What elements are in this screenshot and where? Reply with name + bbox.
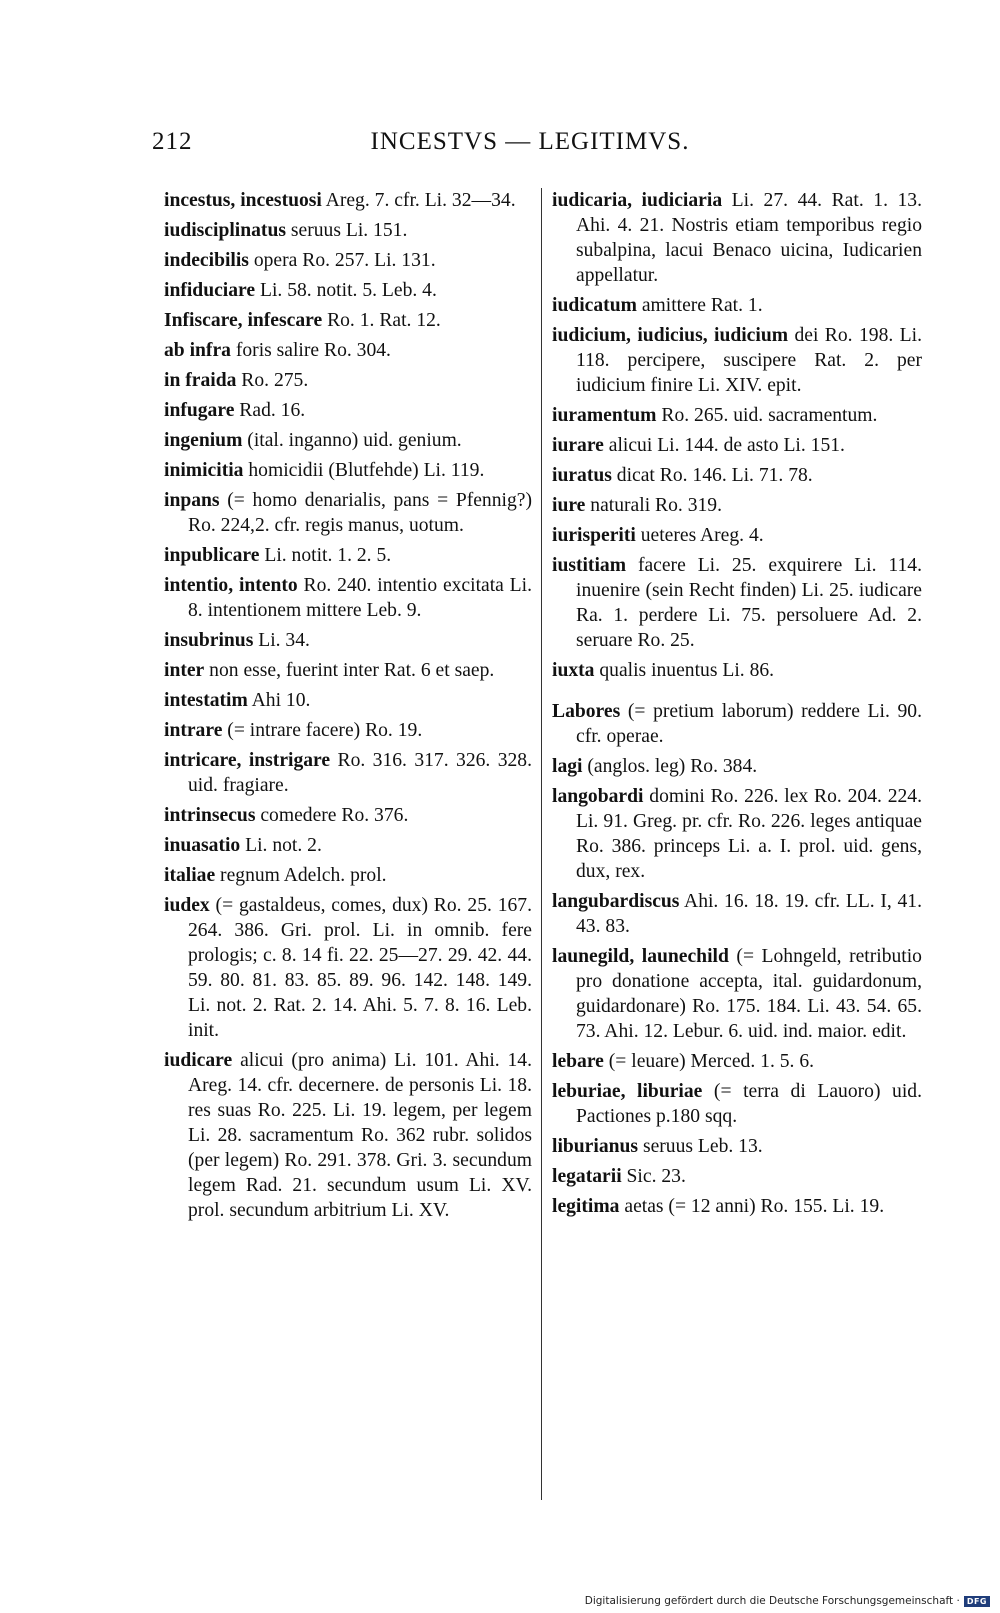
entry-text: Rad. 16. <box>234 400 306 421</box>
dictionary-entry <box>164 803 532 828</box>
entry-text: facere Li. 25. exquirere Li. 114. inuenire (sein Recht finden) Li. 25. iudicare Ra. 1. perdere Li. 75. persoluere Ad. 2. seruare Ro. 25. <box>576 555 922 651</box>
dictionary-entry <box>552 658 922 683</box>
dictionary-entry <box>552 433 922 458</box>
right-column <box>552 188 922 1224</box>
dictionary-entry <box>552 523 922 548</box>
dictionary-entry <box>164 308 532 333</box>
entry-headword: ingenium <box>164 430 243 451</box>
entry-text: (= pretium laborum) reddere Li. 90. cfr. operae. <box>576 701 922 747</box>
dictionary-entry <box>164 458 532 483</box>
entry-text: seruus Li. 151. <box>285 220 408 241</box>
dictionary-entry <box>164 218 532 243</box>
dictionary-entry <box>552 889 922 939</box>
dictionary-entry <box>164 398 532 423</box>
entry-headword: intestatim <box>164 690 248 711</box>
footer-credit: Digitalisierung gefördert durch die Deutsche Forschungsgemeinschaft · <box>584 1595 960 1607</box>
entry-headword: iudex <box>164 895 210 916</box>
entry-text: homicidii (Blutfehde) Li. 119. <box>243 460 485 481</box>
dictionary-entry <box>552 1049 922 1074</box>
dictionary-entry <box>552 553 922 653</box>
dictionary-entry <box>164 1048 532 1223</box>
entry-headword: italiae <box>164 865 216 886</box>
dictionary-entry <box>552 1079 922 1129</box>
entry-text: Ro. 275. <box>236 370 309 391</box>
entry-headword: inter <box>164 660 205 681</box>
dictionary-entry <box>552 188 922 288</box>
entry-headword: lebare <box>552 1051 604 1072</box>
dictionary-entry <box>552 463 922 488</box>
dictionary-entry <box>164 628 532 653</box>
entry-headword: iudicium, iudicius, iudicium <box>552 325 789 346</box>
dictionary-entry <box>552 493 922 518</box>
entry-text: Ahi 10. <box>247 690 311 711</box>
dictionary-entry <box>552 699 922 749</box>
page-header <box>0 128 1000 168</box>
entry-headword: iuxta <box>552 660 595 681</box>
entry-headword: iudicaria, iudiciaria <box>552 190 723 211</box>
entry-headword: iurisperiti <box>552 525 636 546</box>
entry-headword: in fraida <box>164 370 237 391</box>
entry-text: (ital. inganno) uid. genium. <box>242 430 462 451</box>
entry-headword: incestus, incestuosi <box>164 190 322 211</box>
dictionary-entry <box>552 293 922 318</box>
entry-text: alicui Li. 144. de asto Li. 151. <box>603 435 845 456</box>
entry-headword: inpublicare <box>164 545 260 566</box>
entry-headword: inuasatio <box>164 835 241 856</box>
dictionary-entry <box>164 893 532 1043</box>
entry-text: (= homo denarialis, pans = Pfennig?) Ro. 224,2. cfr. regis manus, uotum. <box>188 490 532 536</box>
entry-text: Li. not. 2. <box>240 835 322 856</box>
entry-headword: langobardi <box>552 786 644 807</box>
dictionary-entry <box>552 754 922 779</box>
entry-text: Li. 34. <box>253 630 310 651</box>
entry-headword: iurare <box>552 435 604 456</box>
entry-headword: iudicare <box>164 1050 233 1071</box>
entry-headword: Labores <box>552 701 621 722</box>
dictionary-entry <box>164 573 532 623</box>
entry-text: (= terra di Lauoro) uid. Pactiones p.180 sqq. <box>576 1081 922 1127</box>
entry-headword: legatarii <box>552 1166 622 1187</box>
entry-headword: liburianus <box>552 1136 639 1157</box>
entry-text: dicat Ro. 146. Li. 71. 78. <box>611 465 813 486</box>
entry-text: Ro. 316. 317. 326. 328. uid. fragiare. <box>188 750 532 796</box>
entry-text: (= Lohngeld, retributio pro donatione accepta, ital. guidardonum, guidardonare) Ro. 175. 184. Li. 43. 54. 65. 73. Ahi. 12. Lebur. 6. uid. ind. maior. edit. <box>576 946 922 1042</box>
dictionary-entry <box>164 278 532 303</box>
entry-text: Li. 58. notit. 5. Leb. 4. <box>255 280 437 301</box>
entry-headword: ab infra <box>164 340 231 361</box>
dfg-logo: DFG <box>964 1596 990 1607</box>
dictionary-entry <box>164 718 532 743</box>
entry-text: Areg. 7. cfr. Li. 32—34. <box>321 190 516 211</box>
entry-headword: iustitiam <box>552 555 627 576</box>
dictionary-entry <box>552 1164 922 1189</box>
entry-headword: langubardiscus <box>552 891 680 912</box>
entry-text: qualis inuentus Li. 86. <box>594 660 775 681</box>
entry-headword: iuramentum <box>552 405 657 426</box>
entry-text: (anglos. leg) Ro. 384. <box>582 756 758 777</box>
entry-headword: insubrinus <box>164 630 254 651</box>
entry-headword: iure <box>552 495 586 516</box>
entry-text: Li. 27. 44. Rat. 1. 13. Ahi. 4. 21. Nostris etiam temporibus regio subalpina, lacui Benaco uicina, Iudicarien appellatur. <box>576 190 923 286</box>
dictionary-entry <box>164 863 532 888</box>
entry-headword: iudisciplinatus <box>164 220 286 241</box>
dictionary-entry <box>164 748 532 798</box>
dictionary-entry <box>552 944 922 1044</box>
dictionary-entry <box>164 428 532 453</box>
entry-headword: intentio, intento <box>164 575 298 596</box>
dictionary-entry <box>552 323 922 398</box>
dictionary-entry <box>552 1134 922 1159</box>
entry-headword: launegild, launechild <box>552 946 729 967</box>
entry-headword: inimicitia <box>164 460 244 481</box>
dictionary-entry <box>164 368 532 393</box>
running-title: INCESTVS — LEGITIMVS. <box>370 128 690 155</box>
entry-text: naturali Ro. 319. <box>585 495 722 516</box>
entry-text: domini Ro. 226. lex Ro. 204. 224. Li. 91. Greg. pr. cfr. Ro. 226. leges antiquae Ro. 386. princeps Li. a. I. prol. uid. gens, dux, rex. <box>576 786 922 882</box>
dictionary-entry <box>164 658 532 683</box>
entry-text: aetas (= 12 anni) Ro. 155. Li. 19. <box>619 1196 885 1217</box>
entry-text: foris salire Ro. 304. <box>230 340 391 361</box>
entry-headword: iudicatum <box>552 295 637 316</box>
entry-text: (= leuare) Merced. 1. 5. 6. <box>603 1051 815 1072</box>
entry-text: Ro. 240. intentio excitata Li. 8. intentionem mittere Leb. 9. <box>188 575 532 621</box>
entry-headword: leburiae, liburiae <box>552 1081 703 1102</box>
entry-text: alicui (pro anima) Li. 101. Ahi. 14. Areg. 14. cfr. decernere. de personis Li. 18. res suas Ro. 225. Li. 19. legem, per legem Li. 28. sacramentum Ro. 362 rubr. solidos (per legem) Ro. 291. 378. Gri. 3. secundum legem Rad. 21. secundum usum Li. XV. prol. secundum arbitrium Li. XV. <box>188 1050 532 1221</box>
entry-text: Ro. 265. uid. sacramentum. <box>656 405 878 426</box>
left-column <box>164 188 532 1228</box>
entry-headword: infiduciare <box>164 280 256 301</box>
entry-headword: intrinsecus <box>164 805 256 826</box>
dictionary-entry <box>552 1194 922 1219</box>
entry-text: amittere Rat. 1. <box>636 295 763 316</box>
entry-headword: inpans <box>164 490 220 511</box>
dictionary-entry <box>164 543 532 568</box>
entry-text: Ahi. 16. 18. 19. cfr. LL. I, 41. 43. 83. <box>576 891 922 937</box>
entry-text: regnum Adelch. prol. <box>215 865 387 886</box>
entry-text: Li. notit. 1. 2. 5. <box>259 545 392 566</box>
footer <box>585 1595 990 1607</box>
dictionary-entry <box>164 833 532 858</box>
dictionary-entry <box>164 338 532 363</box>
entry-text: non esse, fuerint inter Rat. 6 et saep. <box>204 660 495 681</box>
dictionary-entry <box>164 248 532 273</box>
entry-text: (= intrare facere) Ro. 19. <box>222 720 423 741</box>
dictionary-entry <box>164 688 532 713</box>
dictionary-entry <box>164 488 532 538</box>
column-divider <box>541 188 542 1500</box>
entry-headword: legitima <box>552 1196 620 1217</box>
entry-text: Sic. 23. <box>621 1166 686 1187</box>
entry-text: comedere Ro. 376. <box>255 805 409 826</box>
entry-text: ueteres Areg. 4. <box>635 525 764 546</box>
entry-headword: iuratus <box>552 465 612 486</box>
entry-headword: intrare <box>164 720 223 741</box>
page-number: 212 <box>152 128 193 155</box>
entry-headword: Infiscare, infescare <box>164 310 323 331</box>
entry-text: (= gastaldeus, comes, dux) Ro. 25. 167. 264. 386. Gri. prol. Li. in omnib. fere prologis; c. 8. 14 fi. 22. 25—27. 29. 42. 44. 59. 80. 81. 83. 85. 89. 96. 142. 148. 149. Li. not. 2. Rat. 2. 14. Ahi. 5. 7. 8. 16. Leb. init. <box>188 895 532 1041</box>
dictionary-entry <box>552 784 922 884</box>
dictionary-entry <box>164 188 532 213</box>
entry-text: dei Ro. 198. Li. 118. percipere, suscipere Rat. 2. per iudicium finire Li. XIV. epit. <box>576 325 922 396</box>
entry-text: seruus Leb. 13. <box>638 1136 763 1157</box>
entry-headword: infugare <box>164 400 235 421</box>
entry-headword: indecibilis <box>164 250 249 271</box>
dictionary-entry <box>552 403 922 428</box>
entry-text: opera Ro. 257. Li. 131. <box>248 250 436 271</box>
entry-headword: intricare, instrigare <box>164 750 331 771</box>
entry-text: Ro. 1. Rat. 12. <box>322 310 441 331</box>
entry-headword: lagi <box>552 756 583 777</box>
